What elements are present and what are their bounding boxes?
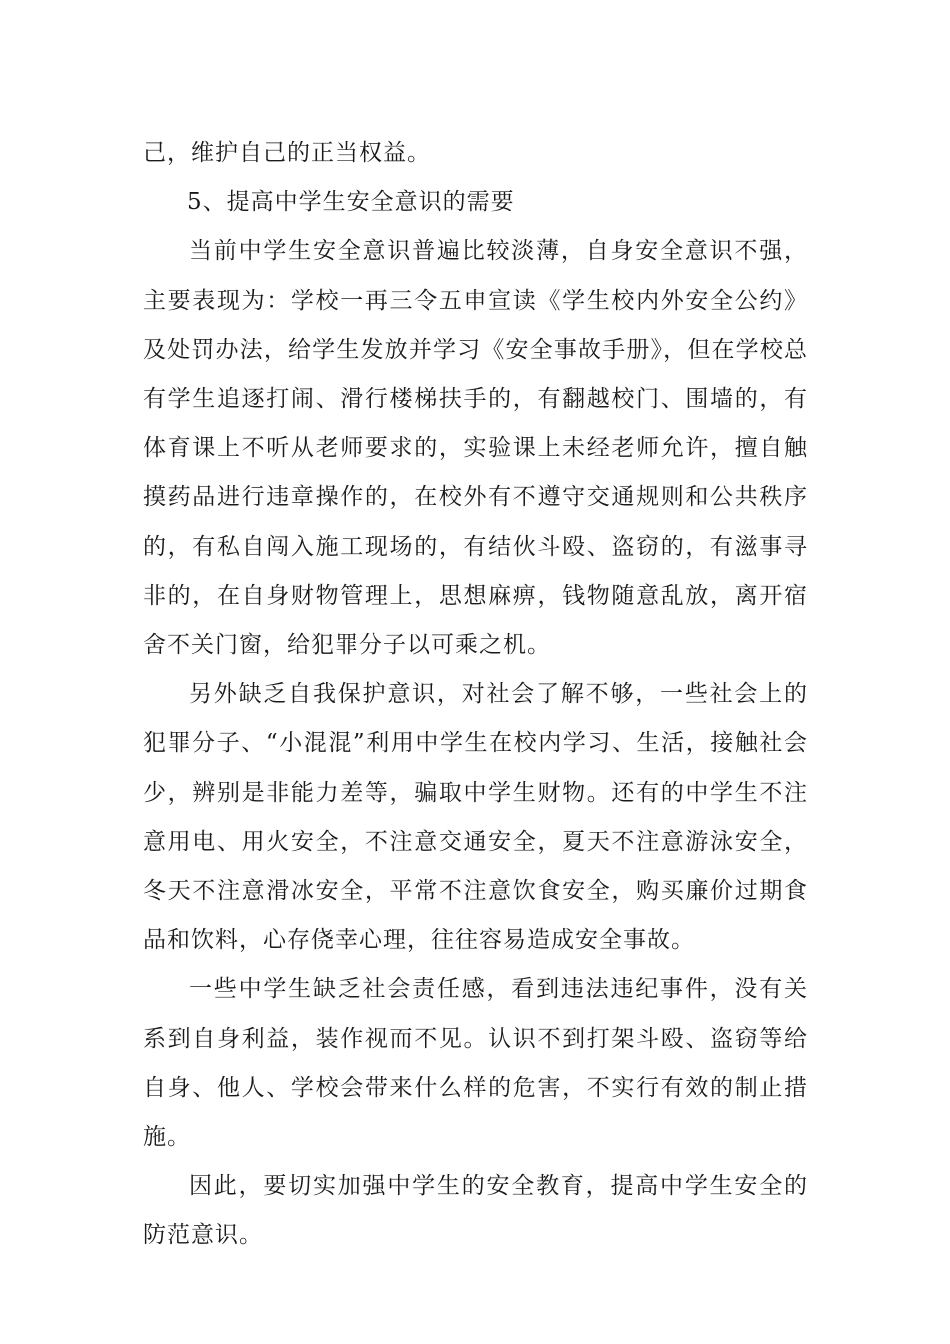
paragraph: 因此，要切实加强中学生的安全教育，提高中学生安全的防范意识。 [143,1173,808,1249]
paragraph: 当前中学生安全意识普遍比较淡薄，自身安全意识不强，主要表现为：学校一再三令五申宣读《学生校内外安全公约》及处罚办法，给学生发放并学习《安全事故手册》，但在学校总有学生追逐打闹、滑行楼梯扶手的，有翻越校门、围墙的，有体育课上不听从老师要求的，实验课上未经老师允许，擅自触摸药品进行违章操作的，在校外有不遵守交通规则和公共秩序的，有私自闯入施工现场的，有结伙斗殴、盗窃的，有滋事寻非的，在自身财物管理上，思想麻痹，钱物随意乱放，离开宿舍不关门窗，给犯罪分子以可乘之机。 [143,238,808,659]
paragraph: 一些中学生缺乏社会责任感，看到违法违纪事件，没有关系到自身利益，装作视而不见。认识不到打架斗殴、盗窃等给自身、他人、学校会带来什么样的危害，不实行有效的制止措施。 [143,976,808,1151]
section-heading: 5、提高中学生安全意识的需要 [187,189,515,216]
paragraph: 另外缺乏自我保护意识，对社会了解不够，一些社会上的犯罪分子、“小混混”利用中学生在校内学习、生活，接触社会少，辨别是非能力差等，骗取中学生财物。还有的中学生不注意用电、用火安全，不注意交通安全，夏天不注意游泳安全，冬天不注意滑冰安全，平常不注意饮食安全，购买廉价过期食品和饮料，心存侥幸心理，往往容易造成安全事故。 [143,681,808,954]
document-body [143,129,808,1261]
paragraph-continuation: 己，维护自己的正当权益。 [143,140,431,166]
